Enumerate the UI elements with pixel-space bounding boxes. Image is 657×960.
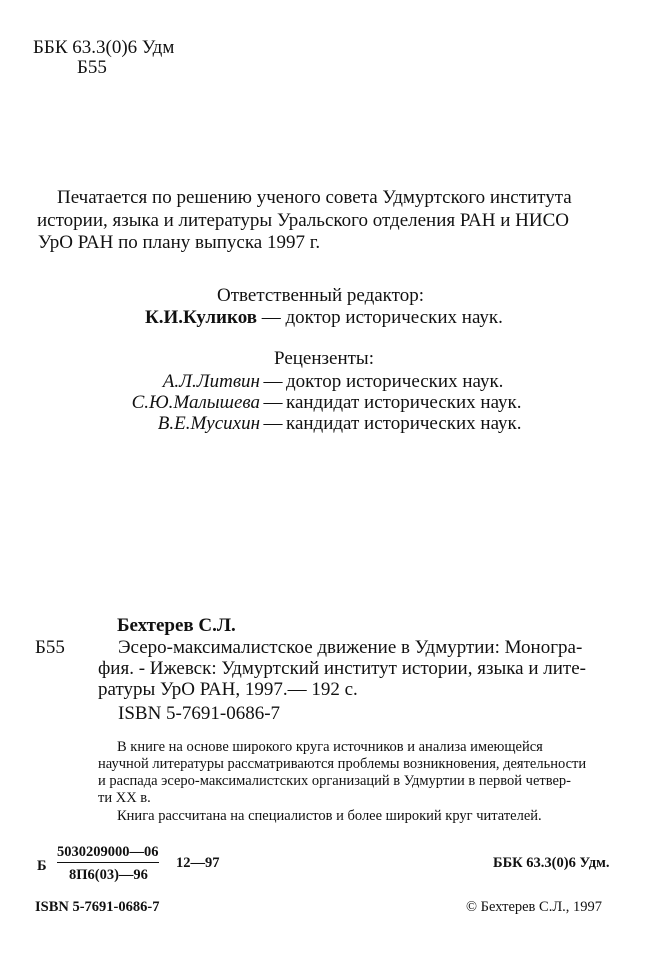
author-mark: Б55 xyxy=(77,57,107,78)
approval-line-1: Печатается по решению ученого совета Удмуртского института xyxy=(57,187,572,208)
imprint-bbk: ББК 63.3(0)6 Удм. xyxy=(493,855,610,871)
editor-dash: — xyxy=(261,307,281,328)
catalog-line-2: фия. - Ижевск: Удмуртский институт истории, языка и лите- xyxy=(98,658,586,679)
reviewer-degree: кандидат исторических наук. xyxy=(286,392,522,413)
editor-line xyxy=(145,307,503,329)
reviewer-row xyxy=(100,392,522,414)
annotation-line-1: В книге на основе широкого круга источников и анализа имеющейся xyxy=(117,739,543,755)
approval-line-3: УрО РАН по плану выпуска 1997 г. xyxy=(38,232,321,253)
reviewer-name: С.Ю.Малышева xyxy=(131,392,260,413)
editor-degree: доктор исторических наук. xyxy=(285,307,503,328)
reviewer-dash: — xyxy=(263,392,283,413)
editor-name: К.И.Куликов xyxy=(145,307,257,328)
reviewer-degree: доктор исторических наук. xyxy=(286,371,504,392)
reviewer-degree: кандидат исторических наук. xyxy=(286,413,522,434)
reviewer-row xyxy=(100,413,522,435)
editor-label: Ответственный редактор: xyxy=(217,285,424,306)
imprint-numerator: 5030209000—06 xyxy=(57,844,159,863)
reviewer-dash: — xyxy=(263,413,283,434)
catalog-line-3: ратуры УрО РАН, 1997.— 192 с. xyxy=(98,679,358,700)
copyright: © Бехтерев С.Л., 1997 xyxy=(466,899,603,915)
bbk-code: ББК 63.3(0)6 Удм xyxy=(33,37,175,58)
imprint-suffix: 12—97 xyxy=(176,855,220,871)
annotation-audience: Книга рассчитана на специалистов и более широкий круг читателей. xyxy=(117,808,542,824)
reviewer-name: В.Е.Мусихин xyxy=(157,413,260,434)
catalog-line-1: Эсеро-максималистское движение в Удмуртии: Моногра- xyxy=(118,637,583,658)
reviewer-dash: — xyxy=(263,371,283,392)
imprint-denominator: 8П6(03)—96 xyxy=(69,867,148,883)
approval-line-2: истории, языка и литературы Уральского отделения РАН и НИСО xyxy=(37,210,569,231)
imprint-letter: Б xyxy=(37,858,47,874)
reviewer-name: А.Л.Литвин xyxy=(162,371,260,392)
annotation-line-4: ти XX в. xyxy=(98,790,151,806)
catalog-mark: Б55 xyxy=(35,637,65,658)
reviewer-row xyxy=(100,371,503,393)
imprint-fraction xyxy=(57,844,159,884)
catalog-author: Бехтерев С.Л. xyxy=(117,615,236,636)
annotation-line-3: и распада эсеро-максималистских организаций в Удмуртии в первой четвер- xyxy=(98,773,571,789)
reviewers-label: Рецензенты: xyxy=(274,348,374,369)
footer-isbn: ISBN 5-7691-0686-7 xyxy=(35,899,160,915)
catalog-isbn: ISBN 5-7691-0686-7 xyxy=(118,703,281,724)
annotation-line-2: научной литературы рассматриваются проблемы возникновения, деятельности xyxy=(98,756,587,772)
